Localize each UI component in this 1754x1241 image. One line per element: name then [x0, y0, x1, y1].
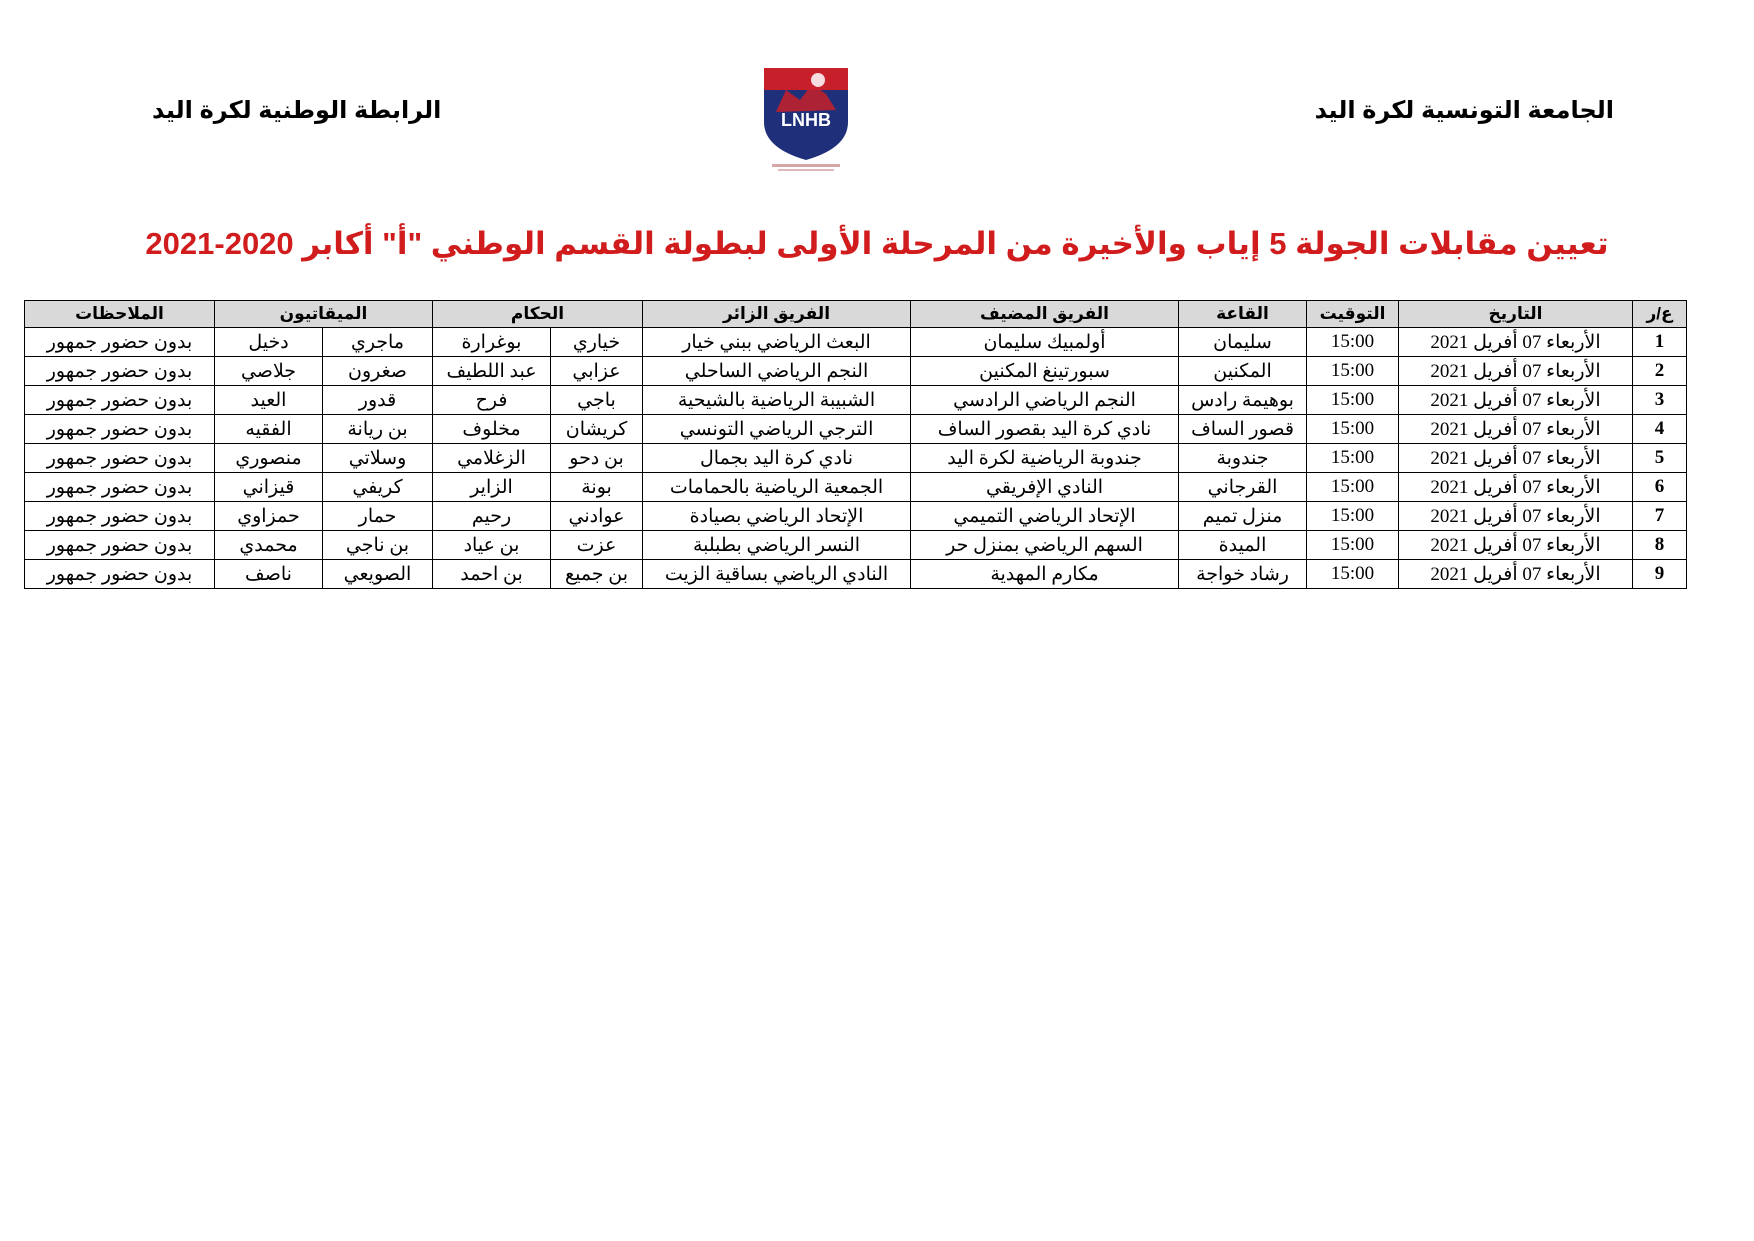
cell-num: 1: [1633, 328, 1687, 357]
cell-timekeeper-1: بن ريانة: [323, 415, 433, 444]
cell-num: 4: [1633, 415, 1687, 444]
cell-referee-1: بن جميع: [551, 560, 643, 589]
cell-home-team: السهم الرياضي بمنزل حر: [911, 531, 1179, 560]
cell-home-team: النجم الرياضي الرادسي: [911, 386, 1179, 415]
cell-time: 15:00: [1307, 502, 1399, 531]
cell-venue: جندوبة: [1179, 444, 1307, 473]
cell-home-team: الإتحاد الرياضي التميمي: [911, 502, 1179, 531]
cell-timekeeper-2: الفقيه: [215, 415, 323, 444]
federation-name: الجامعة التونسية لكرة اليد: [1314, 97, 1614, 124]
cell-timekeeper-2: محمدي: [215, 531, 323, 560]
cell-venue: الميدة: [1179, 531, 1307, 560]
cell-notes: بدون حضور جمهور: [25, 357, 215, 386]
cell-timekeeper-1: وسلاتي: [323, 444, 433, 473]
cell-timekeeper-1: بن ناجي: [323, 531, 433, 560]
cell-notes: بدون حضور جمهور: [25, 502, 215, 531]
cell-num: 5: [1633, 444, 1687, 473]
cell-num: 2: [1633, 357, 1687, 386]
cell-referee-2: بوغرارة: [433, 328, 551, 357]
cell-away-team: الإتحاد الرياضي بصيادة: [643, 502, 911, 531]
cell-referee-2: مخلوف: [433, 415, 551, 444]
cell-referee-2: عبد اللطيف: [433, 357, 551, 386]
cell-date: الأربعاء 07 أفريل 2021: [1399, 473, 1633, 502]
header-home-team: الفريق المضيف: [911, 301, 1179, 328]
cell-notes: بدون حضور جمهور: [25, 444, 215, 473]
header-time: التوقيت: [1307, 301, 1399, 328]
header-away-team: الفريق الزائر: [643, 301, 911, 328]
league-name: الرابطة الوطنية لكرة اليد: [152, 97, 442, 124]
cell-date: الأربعاء 07 أفريل 2021: [1399, 444, 1633, 473]
cell-home-team: نادي كرة اليد بقصور الساف: [911, 415, 1179, 444]
header-timekeepers: الميقاتيون: [215, 301, 433, 328]
cell-date: الأربعاء 07 أفريل 2021: [1399, 386, 1633, 415]
cell-timekeeper-2: دخيل: [215, 328, 323, 357]
cell-time: 15:00: [1307, 386, 1399, 415]
cell-venue: المكنين: [1179, 357, 1307, 386]
table-row: [25, 328, 1687, 357]
cell-referee-1: عزابي: [551, 357, 643, 386]
cell-away-team: الجمعية الرياضية بالحمامات: [643, 473, 911, 502]
cell-date: الأربعاء 07 أفريل 2021: [1399, 415, 1633, 444]
header-notes: الملاحظات: [25, 301, 215, 328]
cell-time: 15:00: [1307, 473, 1399, 502]
cell-venue: قصور الساف: [1179, 415, 1307, 444]
cell-date: الأربعاء 07 أفريل 2021: [1399, 560, 1633, 589]
cell-away-team: النادي الرياضي بساقية الزيت: [643, 560, 911, 589]
cell-time: 15:00: [1307, 415, 1399, 444]
page-title: تعيين مقابلات الجولة 5 إياب والأخيرة من المرحلة الأولى لبطولة القسم الوطني "أ" أكابر 2020-2021: [145, 226, 1609, 261]
cell-time: 15:00: [1307, 357, 1399, 386]
cell-home-team: أولمبيك سليمان: [911, 328, 1179, 357]
cell-referee-2: الزاير: [433, 473, 551, 502]
cell-timekeeper-2: منصوري: [215, 444, 323, 473]
cell-referee-1: باجي: [551, 386, 643, 415]
cell-away-team: النجم الرياضي الساحلي: [643, 357, 911, 386]
cell-timekeeper-1: كريفي: [323, 473, 433, 502]
cell-referee-1: خياري: [551, 328, 643, 357]
table-row: [25, 502, 1687, 531]
cell-notes: بدون حضور جمهور: [25, 531, 215, 560]
match-schedule-table: [24, 300, 1687, 589]
cell-notes: بدون حضور جمهور: [25, 328, 215, 357]
cell-timekeeper-1: حمار: [323, 502, 433, 531]
cell-venue: سليمان: [1179, 328, 1307, 357]
logo-text: LNHB: [781, 110, 831, 130]
table-row: [25, 444, 1687, 473]
cell-timekeeper-2: حمزاوي: [215, 502, 323, 531]
cell-time: 15:00: [1307, 328, 1399, 357]
cell-timekeeper-2: قيزاني: [215, 473, 323, 502]
cell-referee-1: بونة: [551, 473, 643, 502]
cell-venue: بوهيمة رادس: [1179, 386, 1307, 415]
cell-date: الأربعاء 07 أفريل 2021: [1399, 531, 1633, 560]
cell-num: 8: [1633, 531, 1687, 560]
cell-referee-2: رحيم: [433, 502, 551, 531]
cell-timekeeper-1: صغرون: [323, 357, 433, 386]
cell-away-team: الشبيبة الرياضية بالشيحية: [643, 386, 911, 415]
cell-away-team: النسر الرياضي بطبلبة: [643, 531, 911, 560]
cell-num: 9: [1633, 560, 1687, 589]
table-row: [25, 357, 1687, 386]
cell-referee-1: عوادني: [551, 502, 643, 531]
cell-away-team: الترجي الرياضي التونسي: [643, 415, 911, 444]
cell-referee-2: الزغلامي: [433, 444, 551, 473]
cell-referee-1: بن دحو: [551, 444, 643, 473]
cell-date: الأربعاء 07 أفريل 2021: [1399, 328, 1633, 357]
cell-referee-2: فرح: [433, 386, 551, 415]
cell-notes: بدون حضور جمهور: [25, 386, 215, 415]
cell-away-team: البعث الرياضي ببني خيار: [643, 328, 911, 357]
cell-timekeeper-1: الصويعي: [323, 560, 433, 589]
table-row: [25, 560, 1687, 589]
cell-timekeeper-2: جلاصي: [215, 357, 323, 386]
table-row: [25, 386, 1687, 415]
cell-venue: رشاد خواجة: [1179, 560, 1307, 589]
header-venue: القاعة: [1179, 301, 1307, 328]
cell-date: الأربعاء 07 أفريل 2021: [1399, 357, 1633, 386]
header-date: التاريخ: [1399, 301, 1633, 328]
cell-timekeeper-2: ناصف: [215, 560, 323, 589]
cell-referee-2: بن احمد: [433, 560, 551, 589]
cell-home-team: جندوبة الرياضية لكرة اليد: [911, 444, 1179, 473]
cell-notes: بدون حضور جمهور: [25, 415, 215, 444]
cell-num: 7: [1633, 502, 1687, 531]
cell-away-team: نادي كرة اليد بجمال: [643, 444, 911, 473]
cell-notes: بدون حضور جمهور: [25, 560, 215, 589]
cell-referee-1: عزت: [551, 531, 643, 560]
cell-referee-2: بن عياد: [433, 531, 551, 560]
cell-time: 15:00: [1307, 444, 1399, 473]
cell-num: 6: [1633, 473, 1687, 502]
table-header-row: [25, 301, 1687, 328]
lnhb-logo: [756, 60, 856, 174]
cell-venue: القرجاني: [1179, 473, 1307, 502]
header-referees: الحكام: [433, 301, 643, 328]
header-num: ع/ر: [1633, 301, 1687, 328]
cell-num: 3: [1633, 386, 1687, 415]
cell-venue: منزل تميم: [1179, 502, 1307, 531]
cell-date: الأربعاء 07 أفريل 2021: [1399, 502, 1633, 531]
cell-timekeeper-1: ماجري: [323, 328, 433, 357]
cell-time: 15:00: [1307, 560, 1399, 589]
table-row: [25, 473, 1687, 502]
cell-time: 15:00: [1307, 531, 1399, 560]
cell-home-team: مكارم المهدية: [911, 560, 1179, 589]
cell-home-team: سبورتينغ المكنين: [911, 357, 1179, 386]
cell-timekeeper-1: قدور: [323, 386, 433, 415]
table-row: [25, 531, 1687, 560]
cell-notes: بدون حضور جمهور: [25, 473, 215, 502]
cell-home-team: النادي الإفريقي: [911, 473, 1179, 502]
cell-timekeeper-2: العيد: [215, 386, 323, 415]
cell-referee-1: كريشان: [551, 415, 643, 444]
table-row: [25, 415, 1687, 444]
